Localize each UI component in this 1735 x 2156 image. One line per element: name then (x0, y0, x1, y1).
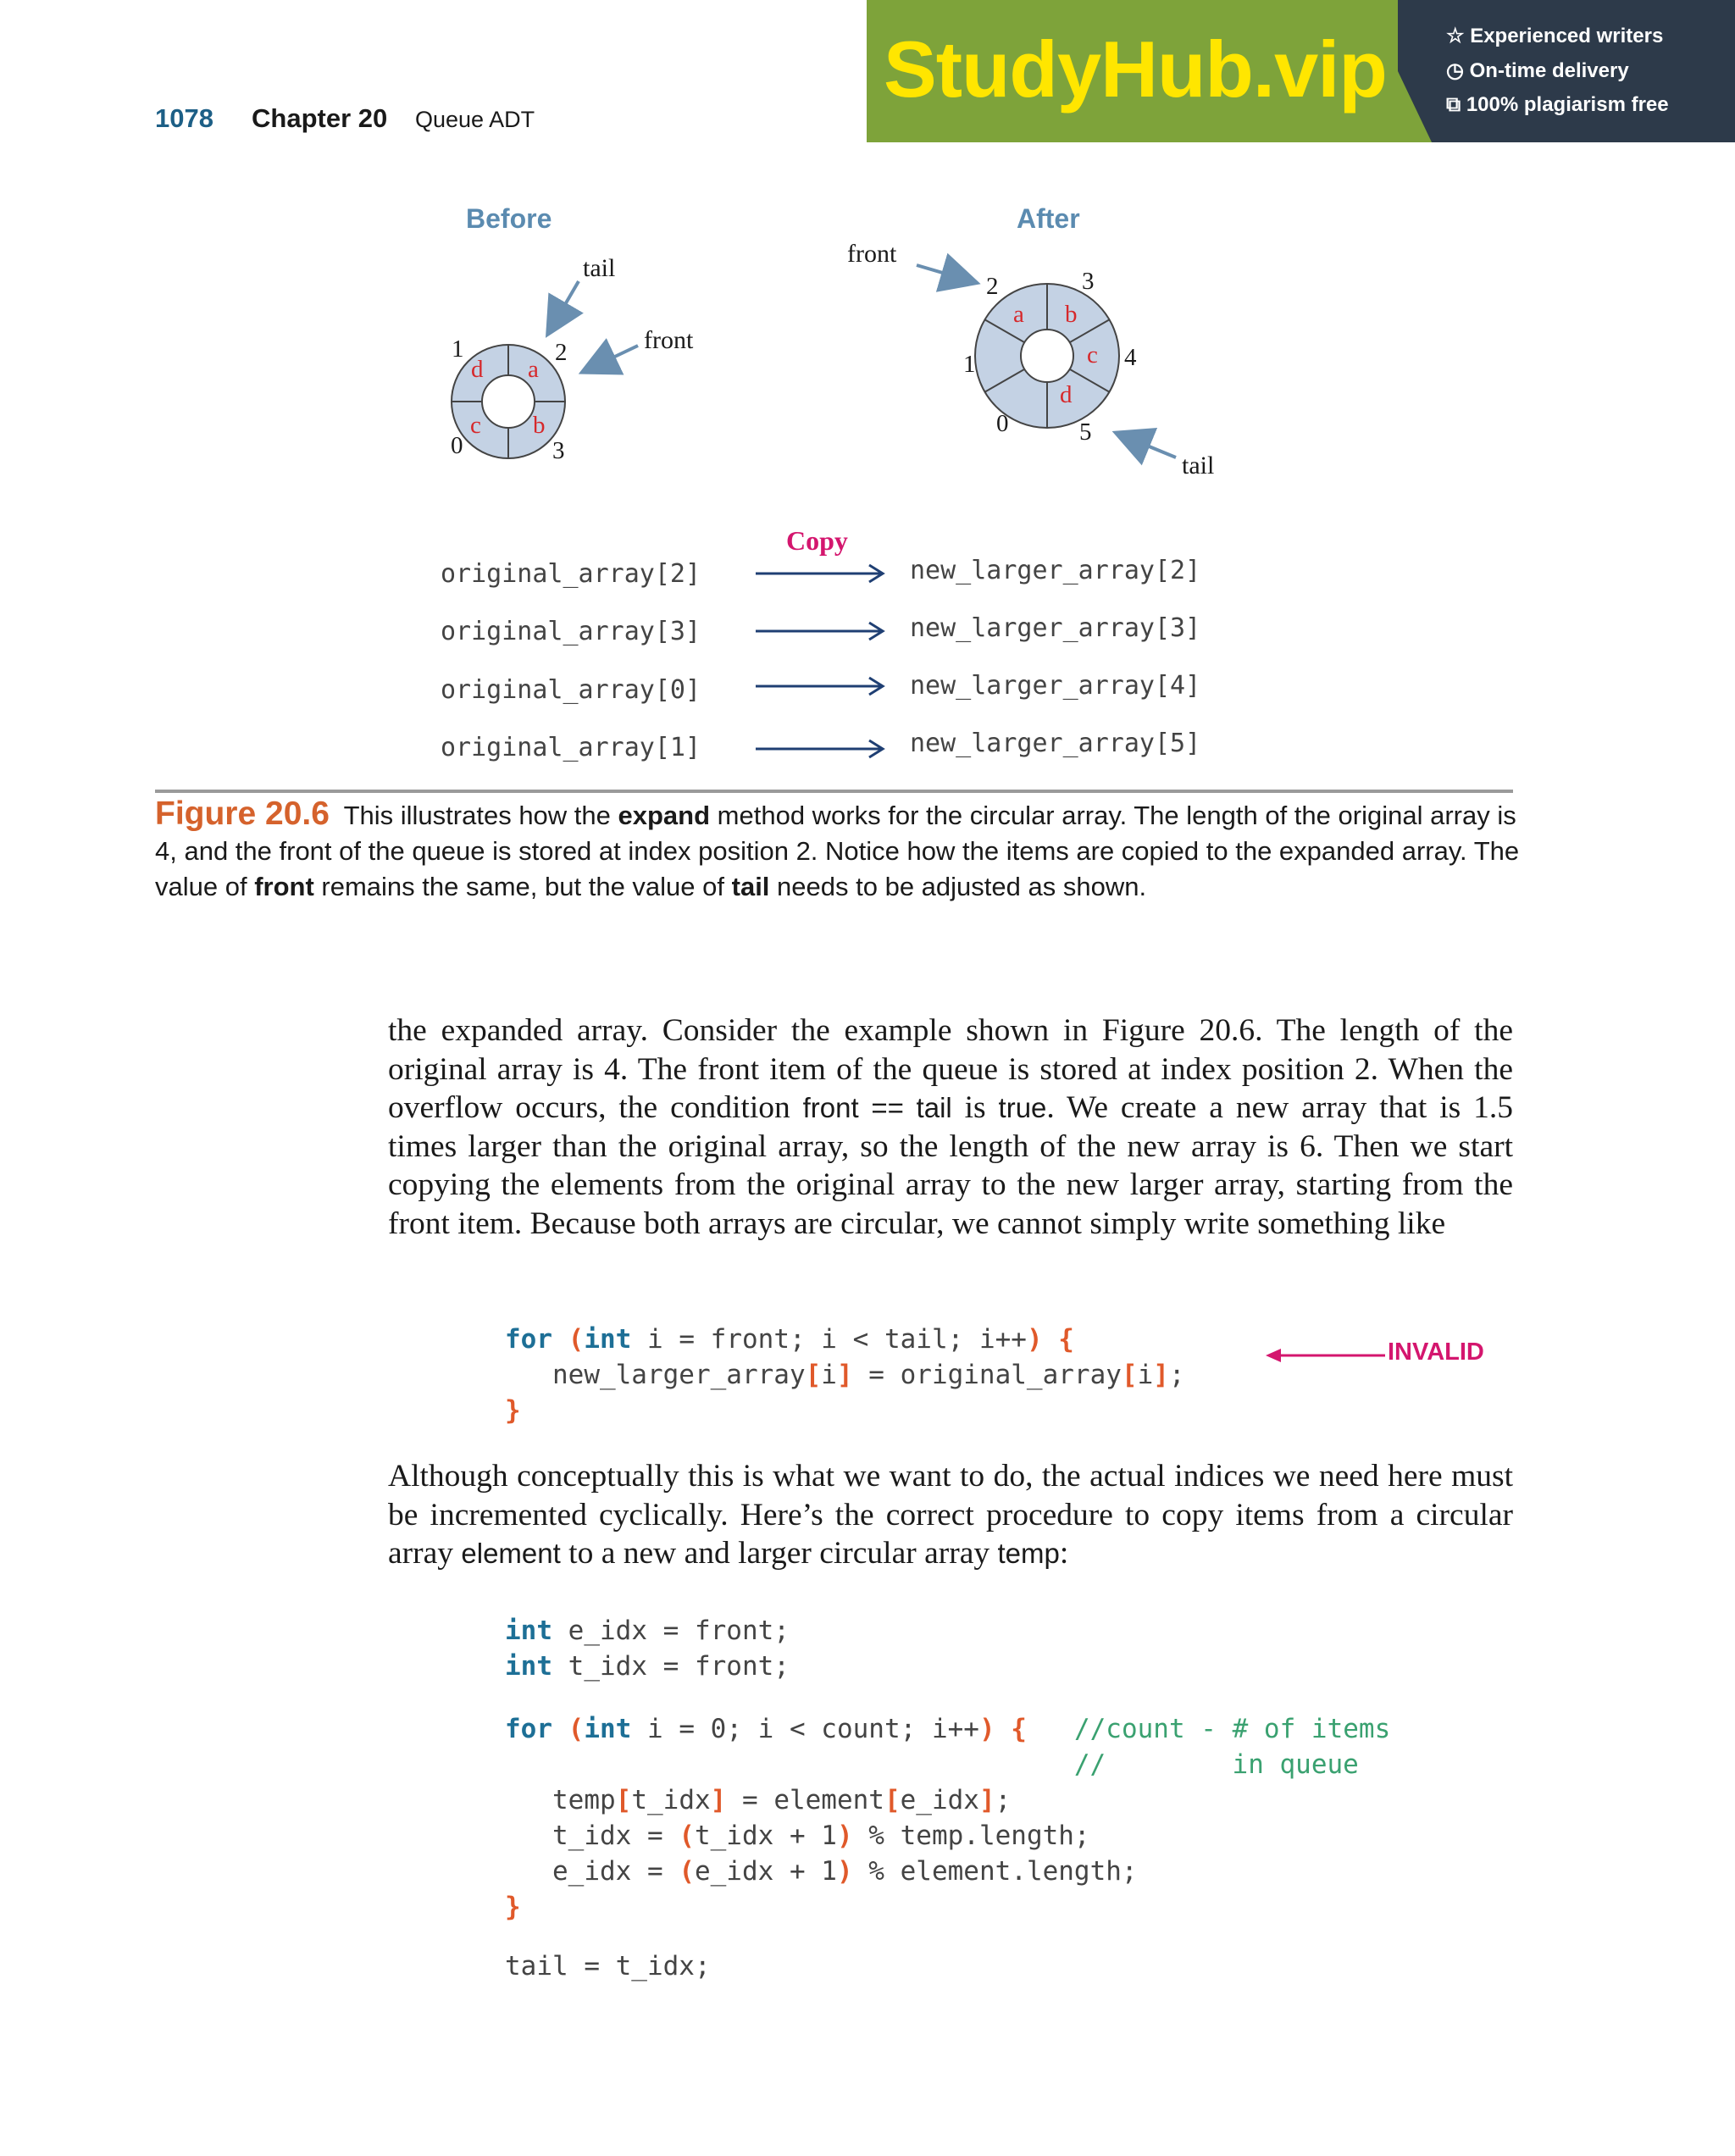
code-line: for (int i = 0; i < count; i++) { //count - # of items (505, 1714, 1391, 1744)
code-line: for (int i = front; i < tail; i++) { (505, 1324, 1074, 1355)
after-tail-label: tail (1182, 452, 1215, 479)
after-slot-3: b (1065, 301, 1078, 328)
before-index-1: 1 (452, 335, 464, 363)
body-paragraph-2: Although conceptually this is what we want to do, the actual indices we need here must be incremented cyclically. Here’s the correct procedure to copy items from a circular array element to a new and larger circular array temp: (388, 1459, 1513, 1571)
code-line: int t_idx = front; (505, 1651, 790, 1682)
code-line: int e_idx = front; (505, 1616, 790, 1646)
code-line: t_idx = (t_idx + 1) % temp.length; (505, 1821, 1090, 1851)
chapter-label: Chapter 20 (252, 103, 388, 133)
after-index-4: 4 (1124, 344, 1137, 371)
before-index-0: 0 (451, 432, 463, 459)
before-slot-0: c (470, 412, 481, 439)
after-index-1: 1 (963, 351, 976, 378)
clock-icon: ◷ (1446, 59, 1464, 82)
invalid-arrow (1262, 1338, 1389, 1372)
after-slot-2: a (1013, 301, 1024, 328)
before-slot-1: d (471, 356, 484, 383)
before-title: Before (466, 203, 552, 234)
banner-line-delivery: ◷ On-time delivery (1446, 59, 1629, 82)
copy-from-0: original_array[2] (441, 559, 701, 589)
figure-label: Figure 20.6 (155, 795, 330, 832)
copy-label: Copy (786, 525, 848, 556)
banner-line-plagiarism: ⧉ 100% plagiarism free (1446, 93, 1669, 116)
section-title: Queue ADT (415, 107, 535, 132)
copy-to-3: new_larger_array[5] (910, 729, 1201, 758)
before-tail-arrow (549, 281, 579, 332)
copy-to-0: new_larger_array[2] (910, 556, 1201, 585)
before-slot-2: a (528, 356, 539, 383)
after-index-5: 5 (1079, 418, 1092, 446)
figure-divider (155, 790, 1513, 793)
copy-from-2: original_array[0] (441, 675, 701, 705)
code-line: } (505, 1892, 521, 1922)
before-index-2: 2 (555, 339, 568, 366)
after-front-arrow (917, 265, 974, 282)
copy-from-3: original_array[1] (441, 733, 701, 762)
copy-to-1: new_larger_array[3] (910, 613, 1201, 643)
after-slot-4: c (1087, 341, 1098, 369)
copy-to-2: new_larger_array[4] (910, 671, 1201, 701)
code-line: e_idx = (e_idx + 1) % element.length; (505, 1856, 1138, 1887)
copy-from-1: original_array[3] (441, 617, 701, 646)
after-tail-arrow (1118, 434, 1176, 457)
copy-icon: ⧉ (1446, 93, 1461, 116)
page-number: 1078 (155, 103, 213, 133)
code-line: // in queue (1073, 1749, 1359, 1780)
invalid-label: INVALID (1388, 1338, 1484, 1366)
copy-arrows (746, 551, 898, 762)
after-slot-5: d (1060, 381, 1073, 408)
before-tail-label: tail (583, 254, 616, 282)
copy-procedure-code-block (505, 1613, 1390, 1984)
body-paragraph-1: the expanded array. Consider the example shown in Figure 20.6. The length of the original array is 4. The front item of the queue is stored at index position 2. When the overflow occurs, the condition front == tail is true. We create a new array that is 1.5 times larger than the original array, so the length of the new array is 6. Then we start copying the elements from the original array to the new larger array, starting from the front item. Because both arrays are circular, we cannot simply write something like (388, 1013, 1513, 1241)
after-front-label: front (847, 240, 897, 268)
after-title: After (1017, 203, 1080, 234)
before-index-3: 3 (552, 437, 565, 464)
before-slot-3: b (533, 412, 546, 439)
figure-caption: Figure 20.6 This illustrates how the expand method works for the circular array. The length of the original array is 4, and the front of the queue is stored at index position 2. Notice how the items are copied to the expanded array. The value of front remains the same, but the value of tail needs to be adjusted as shown. (155, 795, 1520, 901)
brand-logo-text[interactable]: StudyHub.vip (884, 25, 1387, 114)
before-front-label: front (644, 326, 694, 354)
star-icon: ☆ (1446, 25, 1465, 47)
after-index-0: 0 (996, 410, 1009, 437)
invalid-code-block (505, 1322, 1185, 1428)
after-index-3: 3 (1082, 268, 1095, 295)
code-line: new_larger_array[i] = original_array[i]; (505, 1360, 1185, 1390)
before-front-arrow (585, 346, 638, 371)
code-line: tail = t_idx; (505, 1951, 711, 1981)
banner-line-writers: ☆ Experienced writers (1446, 25, 1664, 47)
code-line: } (505, 1395, 521, 1426)
code-line: temp[t_idx] = element[e_idx]; (505, 1785, 1012, 1815)
after-index-2: 2 (986, 273, 999, 300)
before-ring (452, 345, 565, 458)
